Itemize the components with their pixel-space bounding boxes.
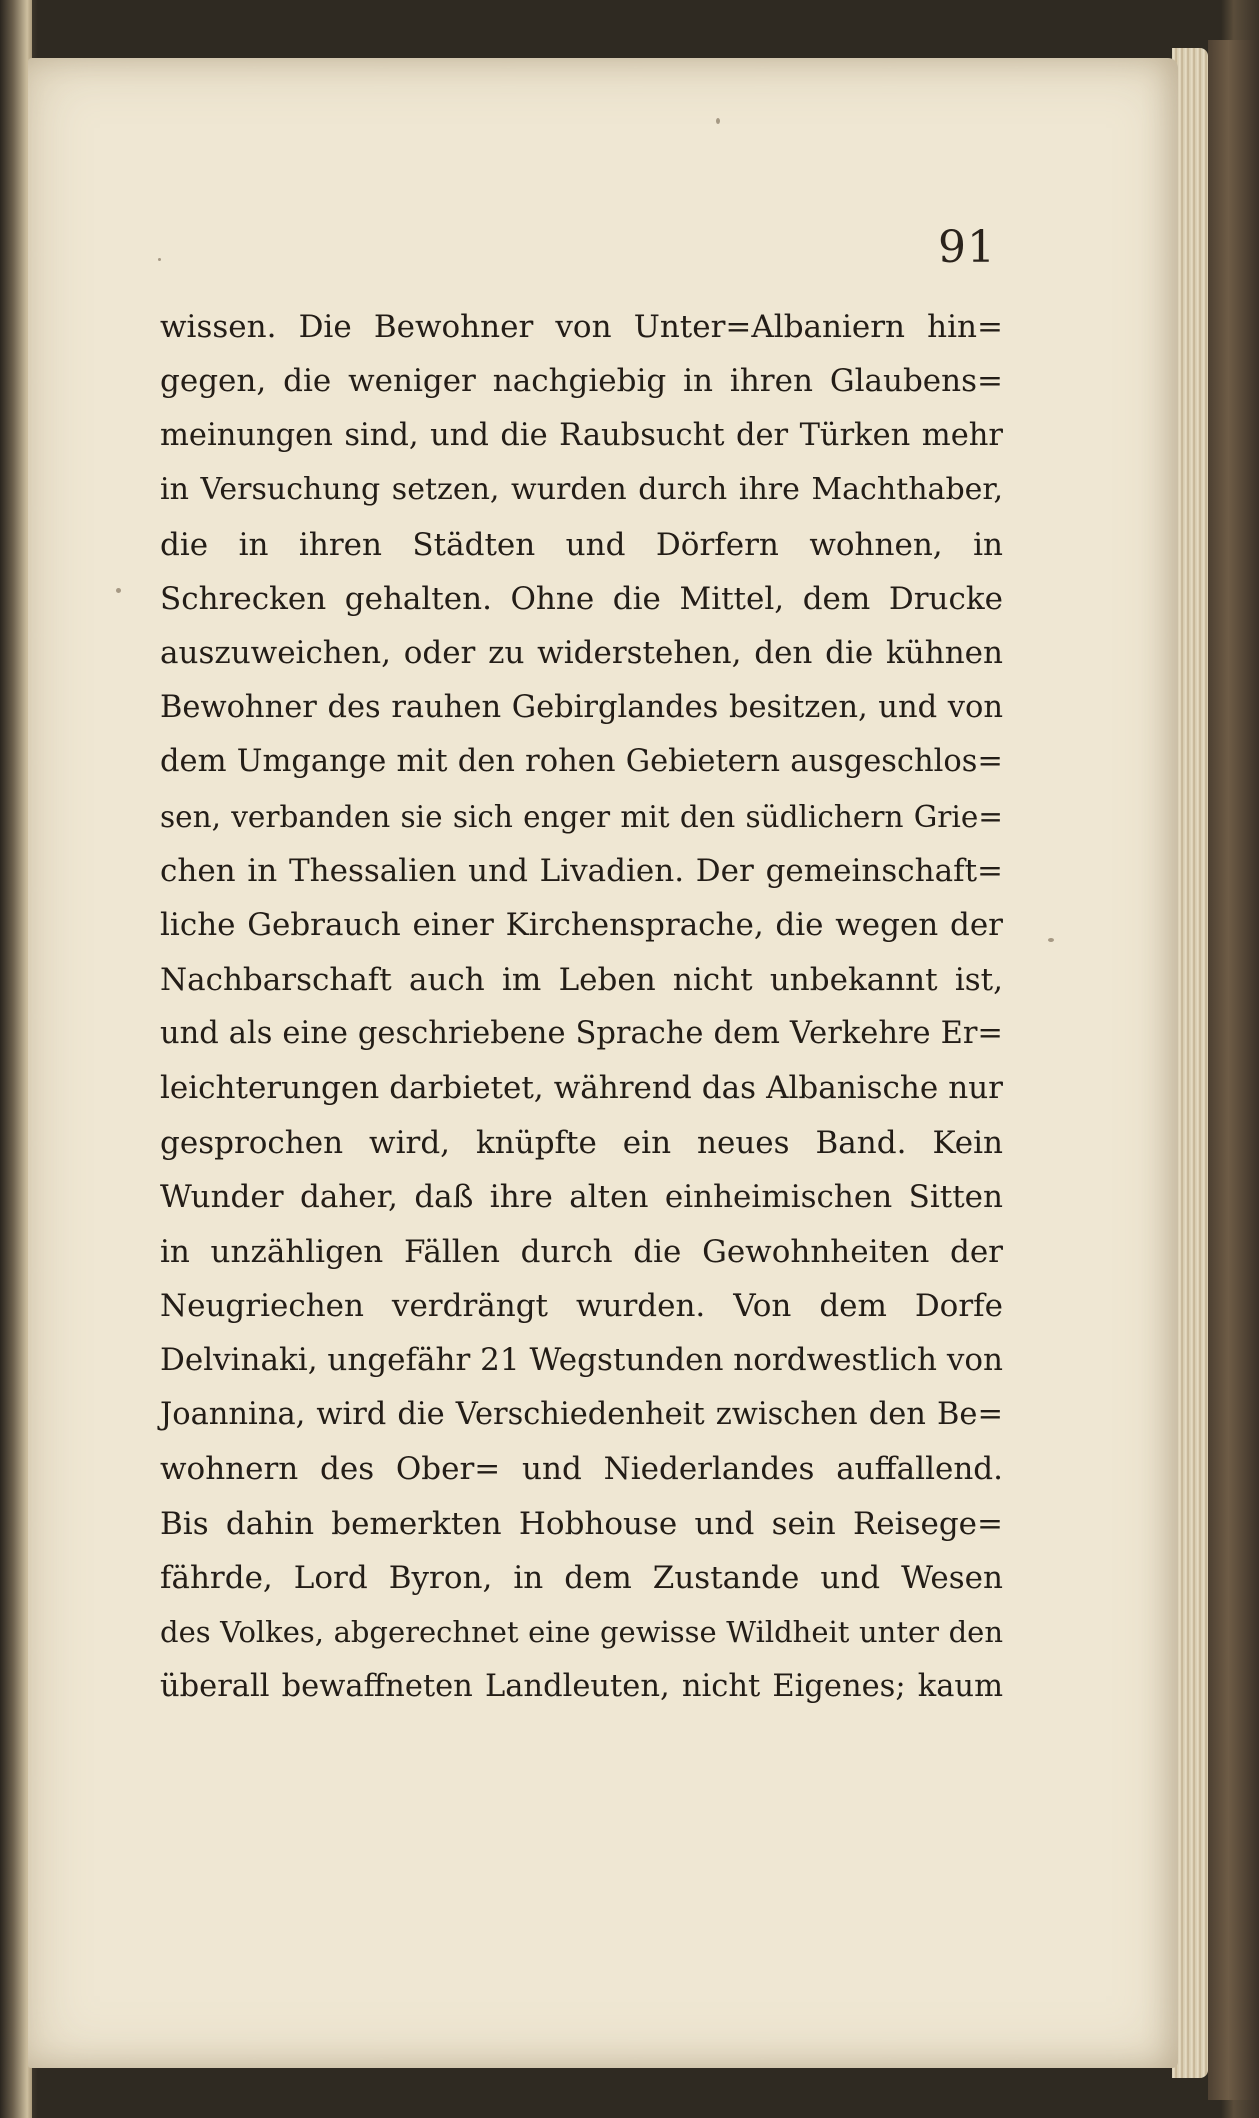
text-line: wohnern des Ober= und Niederlandes auffallend.: [160, 1451, 1003, 1488]
text-line: überall bewaffneten Landleuten, nicht Eigenes; kaum: [160, 1668, 1003, 1704]
text-line: chen in Thessalien und Livadien. Der gemeinschaft=: [160, 852, 1003, 889]
text-line: und als eine geschriebene Sprache dem Verkehre Er=: [160, 1016, 1003, 1052]
book-cover-edge: [1208, 40, 1259, 2100]
paper-speck: [116, 588, 121, 593]
text-line: Schrecken gehalten. Ohne die Mittel, dem Drucke: [160, 580, 1003, 617]
text-line: leichterungen darbietet, während das Albanische nur: [160, 1070, 1003, 1107]
text-line: die in ihren Städten und Dörfern wohnen, in: [160, 526, 1003, 563]
text-line: des Volkes, abgerechnet eine gewisse Wildheit unter den: [160, 1615, 1003, 1650]
text-line: Wunder daher, daß ihre alten einheimischen Sitten: [160, 1179, 1003, 1216]
text-line: Nachbarschaft auch im Leben nicht unbekannt ist,: [160, 961, 1003, 998]
text-line: gegen, die weniger nachgiebig in ihren Glaubens=: [160, 363, 1003, 400]
text-line: dem Umgange mit den rohen Gebietern ausgeschlos=: [160, 744, 1003, 780]
paper-speck: [716, 118, 720, 124]
body-text: [160, 300, 1003, 1714]
text-line: meinungen sind, und die Raubsucht der Türken mehr: [160, 417, 1003, 453]
text-line: Joannina, wird die Verschiedenheit zwischen den Be=: [160, 1396, 1003, 1432]
text-line: Delvinaki, ungefähr 21 Wegstunden nordwestlich von: [160, 1342, 1003, 1379]
text-line: gesprochen wird, knüpfte ein neues Band. Kein: [160, 1124, 1003, 1161]
page-number: 91: [938, 222, 996, 273]
text-line: Bewohner des rauhen Gebirglandes besitzen, und von: [160, 689, 1003, 725]
text-line: Bis dahin bemerkten Hobhouse und sein Reisege=: [160, 1505, 1003, 1542]
text-line: liche Gebrauch einer Kirchensprache, die wegen der: [160, 907, 1003, 944]
text-line: in unzähligen Fällen durch die Gewohnheiten der: [160, 1233, 1003, 1270]
text-line: wissen. Die Bewohner von Unter=Albaniern hin=: [160, 309, 1003, 345]
text-line: Neugriechen verdrängt wurden. Von dem Dorfe: [160, 1288, 1003, 1325]
paper-speck: [158, 258, 161, 261]
paper-speck: [1048, 938, 1054, 942]
text-line: in Versuchung setzen, wurden durch ihre Machthaber,: [160, 472, 1003, 508]
text-line: sen, verbanden sie sich enger mit den südlichern Grie=: [160, 799, 1003, 834]
text-line: auszuweichen, oder zu widerstehen, den die kühnen: [160, 635, 1003, 672]
text-line: fährde, Lord Byron, in dem Zustande und Wesen: [160, 1559, 1003, 1596]
